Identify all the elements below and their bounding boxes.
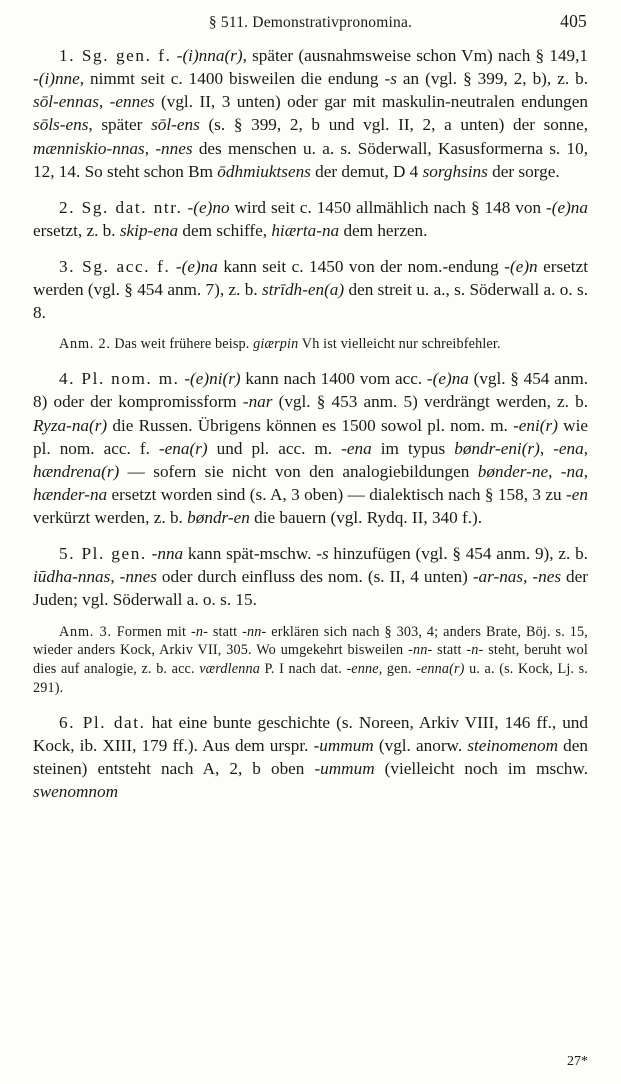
paragraph-1: 1. Sg. gen. f. -(i)nna(r), später (ausnahmsweise schon Vm) nach § 149,1 -(i)nne, nimmt seit c. 1400 bisweilen die endung -s an (vgl. § 399, 2, b), z. b. sōl-ennas, -ennes (vgl. II, 3 unten) oder gar mit maskulin-neutralen endungen sōls-ens, später sōl-ens (s. § 399, 2, b und vgl. II, 2, a unten) der sonne, mænniskio-nnas, -nnes des menschen u. a. s. Söderwall, Kasusformerna s. 10, 12, 14. So steht schon Bm ōdhmiuktsens der demut, D 4 sorghsins der sorge. [33,46,589,181]
paragraph-2: 2. Sg. dat. ntr. -(e)no wird seit c. 1450 allmählich nach § 148 von -(e)na ersetzt, z. b. skip-ena dem schiffe, hiærta-na dem herzen. [33,197,588,240]
paragraph-6: 6. Pl. dat. hat eine bunte geschichte (s. Noreen, Arkiv VIII, 146 ff., und Kock, ib. XIII, 179 ff.). Aus dem urspr. -ummum (vgl. anorw. steinomenom den steinen) entsteht nach A, 2, b oben -ummum (vielleicht noch im mschw. swenomnom [33,713,588,802]
document-page [0,11,621,1084]
running-title: § 511. Demonstrativpronomina. [208,14,413,31]
signature-mark: 27* [567,1054,588,1069]
paragraph-5: 5. Pl. gen. -nna kann spät-mschw. -s hinzufügen (vgl. § 454 anm. 9), z. b. iūdha-nnas, -nnes oder durch einfluss des nom. (s. II, 4 unten) -ar-nas, -nes der Juden; vgl. Söderwall a. o. s. 15. [33,544,589,610]
paragraph-4: 4. Pl. nom. m. -(e)ni(r) kann nach 1400 vom acc. -(e)na (vgl. § 454 anm. 8) oder der kompromissform -nar (vgl. § 453 anm. 5) verdrängt werden, z. b. Ryza-na(r) die Russen. Übrigens können es 1500 sowol pl. nom. m. -eni(r) wie pl. nom. acc. f. -ena(r) und pl. acc. m. -ena im typus bøndr-eni(r), -ena, hændrena(r) — sofern sie nicht von den analogiebildungen bønder-ne, -na, hænder-na ersetzt worden sind (s. A, 3 oben) — dialektisch nach § 158, 3 zu -en verkürzt werden, z. b. bøndr-en die bauern (vgl. Rydq. II, 340 f.). [33,369,589,527]
page-header [34,11,587,32]
paragraph-3: 3. Sg. acc. f. -(e)na kann seit c. 1450 von der nom.-endung -(e)n ersetzt werden (vgl. § 454 anm. 7), z. b. strīdh-en(a) den streit u. a., s. Söderwall a. o. s. 8. [33,257,588,323]
note-anm-2: Anm. 2. Das weit frühere beisp. giærpin Vh ist vielleicht nur schreibfehler. [59,336,501,353]
page-body [33,44,588,804]
page-number: 405 [560,11,587,31]
note-anm-3: Anm. 3. Formen mit -n- statt -nn- erklären sich nach § 303, 4; anders Brate, Böj. s. 15, wieder anders Kock, Arkiv VII, 305. Wo umgekehrt bisweilen -nn- statt -n- steht, beruht wol dies auf analogie, z. b. acc. værdlenna P. I nach dat. -enne, gen. -enna(r) u. a. (s. Kock, Lj. s. 291). [33,623,589,697]
